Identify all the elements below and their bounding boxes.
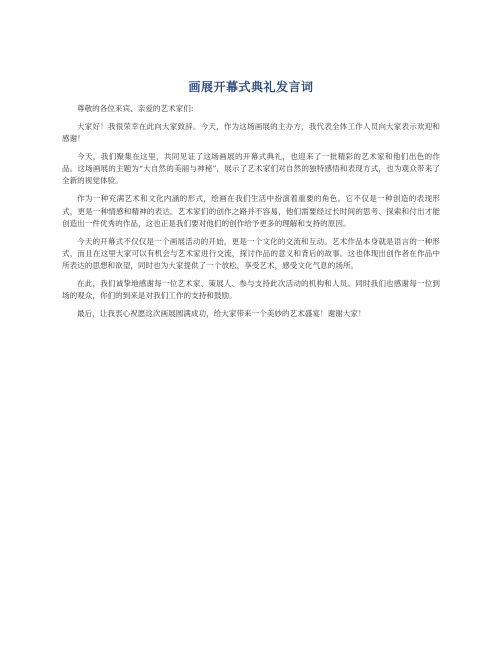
paragraph-1: 大家好！我很荣幸在此向大家致辞。今天，作为这场画展的主办方，我代表全体工作人员向大家表示欢迎和感谢！ xyxy=(62,122,440,144)
document-title: 画展开幕式典礼发言词 xyxy=(188,80,314,94)
paragraph-6: 最后，让我衷心祝愿这次画展圆满成功，给大家带来一个美妙的艺术盛宴！谢谢大家！ xyxy=(77,309,366,319)
document-page xyxy=(62,78,440,326)
paragraph-3: 作为一种充满艺术和文化内涵的形式，绘画在我们生活中扮演着重要的角色。它不仅是一种创造的表现形式，更是一种情感和精神的表达。艺术家们的创作之路并不容易，他们需要经过长时间的思考、探索和付出才能创造出一件优秀的作品，这也正是我们要对他们的创作给予更多的理解和支持的原因。 xyxy=(62,194,440,228)
salutation: 尊敬的各位来宾、亲爱的艺术家们: xyxy=(77,104,194,113)
paragraph-5: 在此，我们诚挚地感谢每一位艺术家、策展人、参与支持此次活动的机构和人员。同时我们也感谢每一位到场的观众，你们的到来是对我们工作的支持和鼓励。 xyxy=(62,279,440,301)
paragraph-2: 今天，我们聚集在这里，共同见证了这场画展的开幕式典礼，也迎来了一批精彩的艺术家和他们出色的作品。这场画展的主题为“大自然的美丽与神秘”，展示了艺术家们对自然的独特感悟和表现方式，也为观众带来了全新的视觉体验。 xyxy=(62,152,440,186)
paragraph-4: 今天的开幕式不仅仅是一个画展活动的开始，更是一个文化的交流和互动。艺术作品本身就是语言的一种形式，而且在这里大家可以有机会与艺术家进行交流，探讨作品的意义和背后的故事。这也体现出创作者在作品中所表达的思想和欲望，同时也为大家提供了一个放松，享受艺术，感受文化气息的场所。 xyxy=(62,236,440,270)
